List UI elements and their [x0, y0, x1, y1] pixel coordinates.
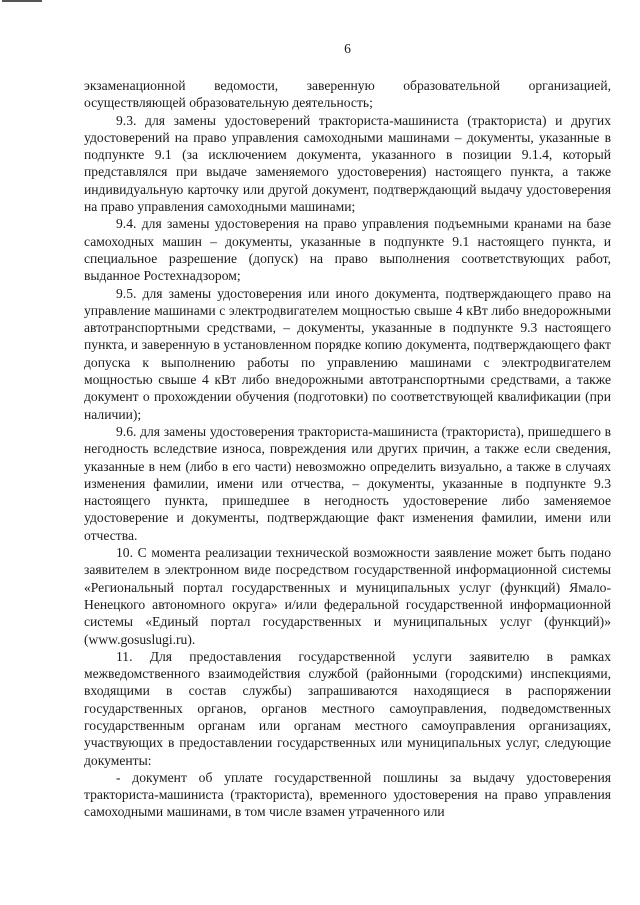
paragraph-10: 10. С момента реализации технической возможности заявление может быть подано заявителем в электронном виде посредством государственной информационной системы «Региональный портал государственных и муниципальных услуг (функций) Ямало-Ненецкого автономного округа» и/или федеральной государственной информационной системы «Единый портал государственных и муниципальных услуг (функций)» (www.gosuslugi.ru). [84, 545, 611, 647]
paragraph-11: 11. Для предоставления государственной услуги заявителю в рамках межведомственного взаимодействия службой (районными (городскими) инспекциями, входящими в состав службы) запрашиваются находящиеся в распоряжении государственных органов, органов местного самоуправления, подведомственных государственным органам или органам местного самоуправления организациях, участвующих в предоставлении государственных или муниципальных услуг, следующие документы: [84, 648, 611, 768]
scan-corner-mark [2, 0, 42, 2]
paragraph-9-6: 9.6. для замены удостоверения тракториста-машиниста (тракториста), пришедшего в негодность вследствие износа, повреждения или других причин, а также если сведения, указанные в нем (либо в его части) невозможно определить визуально, а также в случаях изменения фамилии, имени или отчества, – документы, указанные в подпункте 9.3 настоящего пункта, пришедшее в негодность удостоверение либо заменяемое удостоверение и документы, подтверждающие факт изменения фамилии, имени или отчества. [84, 423, 611, 543]
paragraph-continuation: экзаменационной ведомости, заверенную образовательной организацией, осуществляющей образовательную деятельность; [84, 78, 611, 111]
document-page [84, 40, 611, 821]
list-item-state-fee: - документ об уплате государственной пошлины за выдачу удостоверения тракториста-машиниста (тракториста), временного удостоверения на право управления самоходными машинами, в том числе взамен утраченного или [84, 769, 611, 820]
paragraph-9-4: 9.4. для замены удостоверения на право управления подъемными кранами на базе самоходных машин – документы, указанные в подпункте 9.1 настоящего пункта, и специальное разрешение (допуск) на право выполнения соответствующих работ, выданное Ростехнадзором; [84, 216, 611, 284]
paragraph-9-3: 9.3. для замены удостоверений тракториста-машиниста (тракториста) и других удостоверений на право управления самоходными машинами – документы, указанные в подпункте 9.1 (за исключением документа, указанного в позиции 9.1.4, который представлялся при выдаче заменяемого удостоверения) настоящего пункта, а также индивидуальную карточку или другой документ, подтверждающий выдачу удостоверения на право управления самоходными машинами; [84, 112, 611, 215]
page-number: 6 [344, 41, 351, 56]
paragraph-9-5: 9.5. для замены удостоверения или иного документа, подтверждающего право на управление машинами с электродвигателем мощностью свыше 4 кВт либо внедорожными автотранспортными средствами, – документы, указанные в подпункте 9.3 настоящего пункта, и заверенную в установленном порядке копию документа, подтверждающего факт допуска к выполнению работы по управлению машинами с электродвигателем мощностью свыше 4 кВт либо внедорожными автотранспортными средствами, а также документ о прохождении обучения (подготовки) по соответствующей квалификации (при наличии); [84, 285, 611, 422]
